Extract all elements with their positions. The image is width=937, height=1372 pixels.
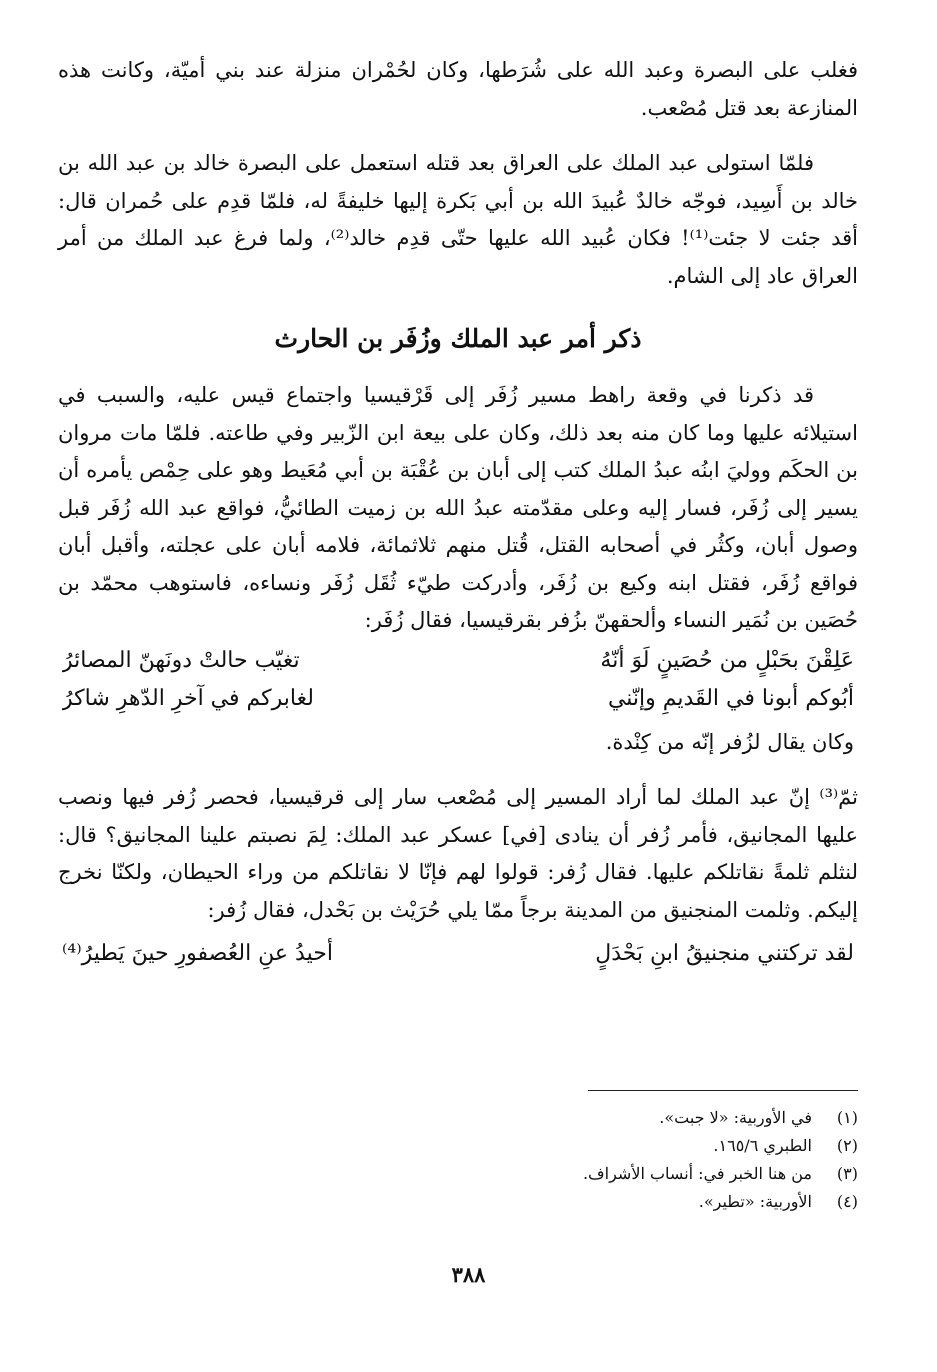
verse-first-hemistich: لقد تركتني منجنيقُ ابنِ بَحْدَلٍ (595, 941, 854, 966)
footnote-text: من هنا الخبر في: أنساب الأشراف. (582, 1164, 812, 1183)
page-body (58, 52, 858, 973)
verse-second-hemistich: لغابركم في آخرِ الدّهرِ شاكرُ (62, 685, 314, 711)
poem-block (58, 642, 858, 718)
verse-first-hemistich: أبُوكم أبونا في القَديمِ وإنّني (607, 685, 854, 711)
kinda-note: وكان يقال لزُفر إنّه من كِنْدة. (605, 729, 854, 754)
footnote (358, 1188, 858, 1216)
footnote (358, 1160, 858, 1188)
paragraph-zufar: قد ذكرنا في وقعة راهط مسير زُفَر إلى قَرْقيسيا واجتماع قيس عليه، والسبب في استيلائه عليها وما كان منه بعد ذلك، وكان على بيعة ابن الزّبير وفي طاعته. فلمّا مات مروان بن الحكَم ووليَ ابنُه عبدُ الملك كتب إلى أبان بن عُقْبَة بن أبي مُعَيط وهو على حِمْص يأمره أن يسير إلى زُفَر، فسار إليه وعلى مقدّمته عبدُ الله بن زميت الطائيُّ، فواقع عبد الله زُفَر قبل وصول أبان، وكثُر في أصحابه القتل، قُتل منهم ثلاثمائة، فلامه أبان على عجلته، وأقبل أبان فواقع زُفَر، فقتل ابنه وكيع بن زُفَر، وأدركت طيّء ثُقَل زُفَر ونساءه، فاستوهب محمّد بن حُصَين بن نُمَير النساء وألحقهنّ بزُفر بقرقيسيا، فقال زُفَر: (58, 383, 859, 632)
footnote (358, 1104, 858, 1132)
section-heading: ذكر أمر عبد الملك وزُفَر بن الحارث (274, 324, 642, 353)
footnote (358, 1132, 858, 1160)
footnote-number: (٢) (836, 1136, 858, 1155)
verse-line (58, 680, 858, 718)
verse-first-hemistich: عَلِقْنَ بحَبْلٍ من حُصَينٍ لَوَ أنّهُ (600, 647, 854, 673)
verse-line-final (58, 935, 858, 973)
page-number: ٣٨٨ (451, 1262, 486, 1287)
footnotes (358, 1104, 858, 1216)
verse-second-hemistich: أحيدُ عنِ العُصفورِ حينَ يَطيرُ⁽⁴⁾ (62, 941, 333, 966)
footnote-number: (٣) (836, 1164, 858, 1183)
paragraph-siege: ثمّ⁽³⁾ إنّ عبد الملك لما أراد المسير إلى مُصْعب سار إلى قرقيسيا، فحصر زُفر فيها ونصب عليها المجانيق، فأمر زُفر أن ينادى [في] عسكر عبد الملك: لِمَ نصبتم علينا المجانيق؟ قال: لنثلم ثلمةً نقاتلكم عليها. فقال زُفر: قولوا لهم فإنّا لا نقاتلكم من وراء الحيطان، ولكنّا نخرج إليكم. وثلمت المنجنيق من المدينة برجاً ممّا يلي حُرَيْث بن بَحْدل، فقال زُفر: (58, 785, 858, 922)
footnote-text: الأوربية: «تطير». (698, 1192, 812, 1211)
footnote-text: في الأوربية: «لا جبت». (659, 1108, 812, 1127)
footnote-text: الطبري ١٦٥/٦. (713, 1136, 812, 1155)
paragraph-abd-al-malik-iraq: فلمّا استولى عبد الملك على العراق بعد قتله استعمل على البصرة خالد بن عبد الله بن خالد بن أَسِيد، فوجّه خالدٌ عُبيدَ الله بن أبي بَكرة إليها خليفةً له، فلمّا قدِم على حُمران قال: أقد جئت لا جئت⁽¹⁾! فكان عُبيد الله عليها حتّى قدِم خالد⁽²⁾، ولما فرغ عبد الملك من أمر العراق عاد إلى الشام. (58, 151, 858, 288)
verse-second-hemistich: تغيّب حالتْ دونَهنّ المصائرُ (62, 647, 300, 673)
footnote-divider (588, 1090, 858, 1091)
paragraph-opening: فغلب على البصرة وعبد الله على شُرَطها، وكان لحُمْران منزلة عند بني أميّة، وكانت هذه المنازعة بعد قتل مُصْعب. (58, 58, 858, 120)
verse-line (58, 642, 858, 680)
footnote-number: (٤) (836, 1192, 858, 1211)
footnote-number: (١) (836, 1108, 858, 1127)
